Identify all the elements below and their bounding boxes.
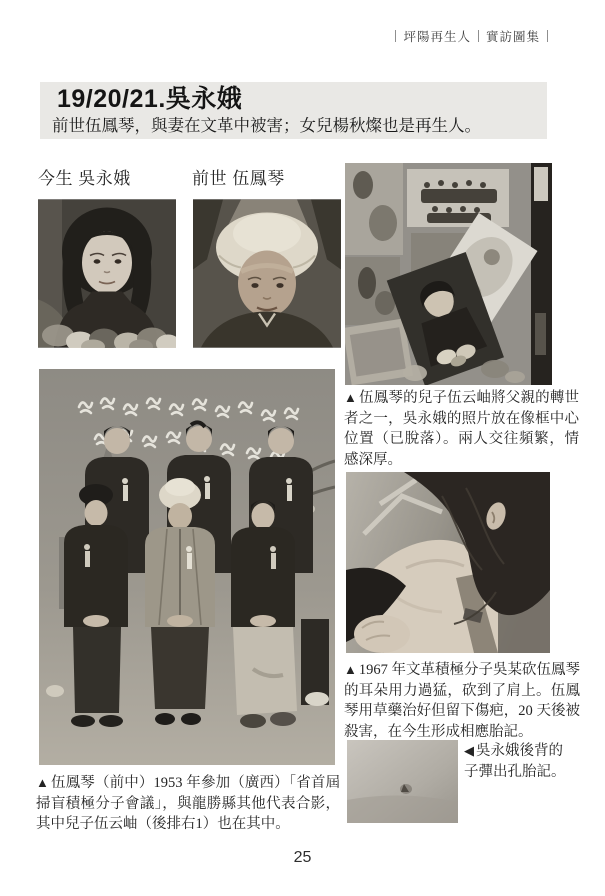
album-title: 實訪圖集 <box>485 30 540 44</box>
page-number: 25 <box>293 849 312 866</box>
caption-attack <box>344 660 580 742</box>
photo-present-life <box>38 199 176 348</box>
photo-past-life <box>193 199 341 348</box>
separator-bar <box>547 30 548 42</box>
caption-frame-text: 伍鳳琴的兒子伍云岫將父親的轉世者之一，吳永娥的照片放在像框中心位置（已脫落）。兩人交往頻繁，情感深厚。 <box>344 390 579 468</box>
up-triangle-marker-icon: ▲ <box>36 775 50 790</box>
photo-shoulder-scar <box>346 472 550 653</box>
caption-birthmark <box>464 741 576 782</box>
caption-frame <box>344 388 579 470</box>
up-triangle-marker-icon: ▲ <box>344 662 357 677</box>
running-header <box>395 27 548 45</box>
up-triangle-marker-icon: ▲ <box>344 390 358 405</box>
case-title-block <box>40 82 547 139</box>
shoulder-scar-image <box>346 472 550 653</box>
photo-birthmark <box>347 740 458 823</box>
photo-frame-collage <box>345 163 552 385</box>
group-photo-image <box>39 369 335 765</box>
label-past-life: 前世 伍鳳琴 <box>192 169 285 188</box>
present-life-portrait-image <box>38 199 176 348</box>
label-present-life: 今生 吳永娥 <box>38 169 131 188</box>
case-subtitle: 前世伍鳳琴，與妻在文革中被害；女兒楊秋燦也是再生人。 <box>52 117 481 135</box>
separator-bar <box>395 30 396 42</box>
caption-group-text: 伍鳳琴（前中）1953 年參加（廣西）「省首屆掃盲積極分子會議」，與龍勝縣其他代表合影，其中兒子伍云岫（後排右1）也在其中。 <box>36 775 340 832</box>
case-title: 19/20/21.吳永娥 <box>57 85 243 113</box>
left-triangle-marker-icon: ◀ <box>464 743 474 758</box>
series-title: 坪陽再生人 <box>403 30 471 44</box>
birthmark-image <box>347 740 458 823</box>
past-life-portrait-image <box>193 199 341 348</box>
separator-bar <box>478 30 479 42</box>
caption-birthmark-text: 吳永娥後背的子彈出孔胎記。 <box>464 743 566 780</box>
frame-collage-image <box>345 163 552 385</box>
caption-attack-text: 1967 年文革積極分子吳某砍伍鳳琴的耳朵用力過猛，砍到了肩上。伍鳳琴用草藥治好但留下傷疤，20 天後被殺害，在今生形成相應胎記。 <box>344 662 580 740</box>
caption-group <box>36 773 340 835</box>
photo-group-1953 <box>39 369 335 765</box>
